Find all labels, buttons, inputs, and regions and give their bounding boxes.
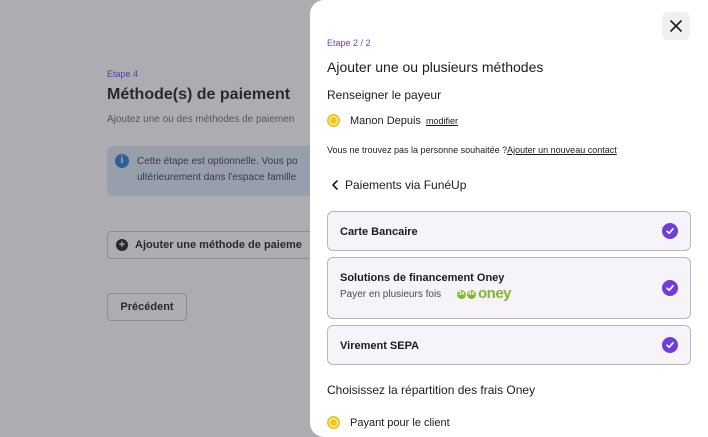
bg-info-line-2: ultérieurement dans l'espace famille <box>137 172 297 183</box>
method-label: Carte Bancaire <box>340 226 418 238</box>
payment-methods-drawer <box>310 0 708 437</box>
drawer-step-label: Etape 2 / 2 <box>327 38 371 48</box>
oney-badge: 3x <box>458 290 465 297</box>
payer-edit-link[interactable]: modifier <box>425 115 458 126</box>
fees-section-title: Choisissez la répartition des frais Oney <box>327 383 536 397</box>
radio-selected-dot <box>330 117 337 124</box>
info-icon: i <box>115 154 129 168</box>
back-label: Paiements via FunéUp <box>345 178 467 192</box>
bg-add-method-label: Ajouter une méthode de paieme <box>135 239 302 251</box>
bg-page-title: Méthode(s) de paiement <box>107 86 291 103</box>
method-label: Solutions de financement Oney <box>340 272 505 284</box>
radio-selected-dot <box>330 419 337 426</box>
method-card-virement-sepa[interactable] <box>327 325 691 365</box>
bg-page-subtitle: Ajoutez une ou des méthodes de paiemen <box>107 114 295 125</box>
method-card-oney[interactable] <box>327 257 691 319</box>
fees-option[interactable] <box>327 416 450 429</box>
fees-radio[interactable] <box>327 416 340 429</box>
method-sublabel: Payer en plusieurs fois <box>340 289 442 300</box>
close-button[interactable] <box>662 12 690 40</box>
bg-previous-button[interactable]: Précédent <box>107 293 187 321</box>
fees-option-label: Payant pour le client <box>350 416 450 429</box>
chevron-left-icon <box>331 180 339 190</box>
check-circle-icon[interactable] <box>662 223 678 239</box>
oney-logo <box>457 286 511 302</box>
close-icon <box>670 20 682 32</box>
oney-badges <box>457 290 476 299</box>
drawer-title: Ajouter une ou plusieurs méthodes <box>327 59 544 75</box>
back-to-funeup-payments[interactable] <box>331 178 466 192</box>
not-found-question: Vous ne trouvez pas la personne souhaitée ? <box>327 145 508 155</box>
payer-radio[interactable] <box>327 114 340 127</box>
oney-badge: 4x <box>468 290 475 297</box>
check-circle-icon[interactable] <box>662 337 678 353</box>
bg-step-label: Etape 4 <box>107 69 139 79</box>
method-card-carte-bancaire[interactable] <box>327 211 691 251</box>
contact-not-found-text <box>327 145 617 155</box>
add-contact-link[interactable]: Ajouter un nouveau contact <box>507 145 617 155</box>
check-circle-icon[interactable] <box>662 280 678 296</box>
payer-option[interactable] <box>327 114 458 127</box>
oney-logo-text: oney <box>478 285 512 302</box>
method-label: Virement SEPA <box>340 340 420 352</box>
payer-section-title: Renseigner le payeur <box>327 88 442 102</box>
plus-circle-icon: + <box>116 239 128 251</box>
bg-info-line-1: Cette étape est optionnelle. Vous po <box>137 156 298 167</box>
payer-name: Manon Depuis <box>350 114 421 127</box>
